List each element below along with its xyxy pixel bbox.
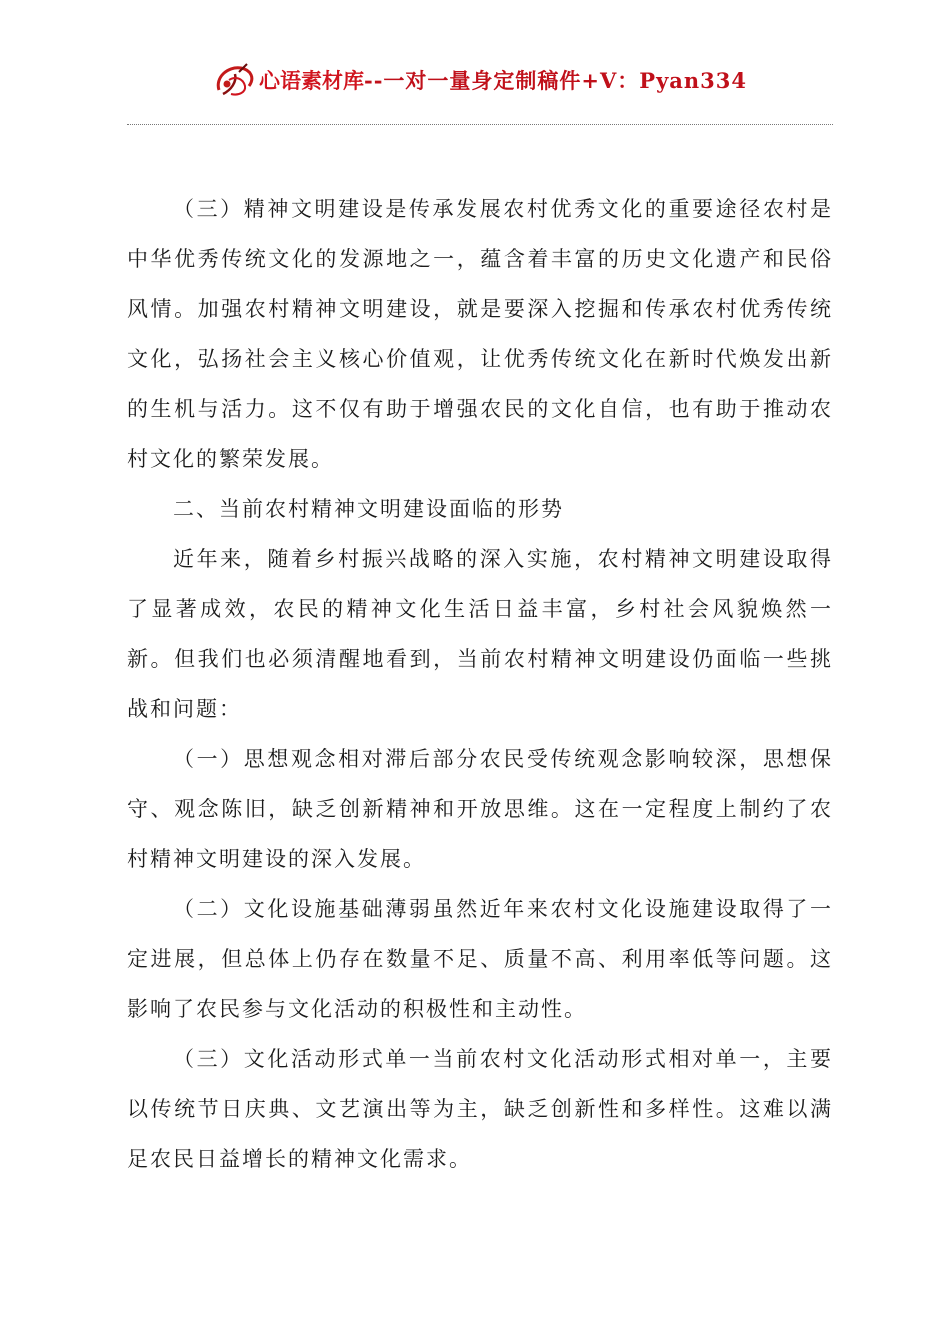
- paragraph-point-one: （一）思想观念相对滞后部分农民受传统观念影响较深，思想保守、观念陈旧，缺乏创新精神和开放思维。这在一定程度上制约了农村精神文明建设的深入发展。: [127, 747, 833, 871]
- brand-logo-icon: [213, 60, 257, 100]
- header-brand-text: 心语素材库: [258, 69, 364, 93]
- header-divider: [127, 124, 833, 125]
- document-body: [127, 184, 833, 1184]
- paragraph-section-three: （三）精神文明建设是传承发展农村优秀文化的重要途径农村是中华优秀传统文化的发源地之一，蕴含着丰富的历史文化遗产和民俗风情。加强农村精神文明建设，就是要深入挖掘和传承农村优秀传统文化，弘扬社会主义核心价值观，让优秀传统文化在新时代焕发出新的生机与活力。这不仅有助于增强农民的文化自信，也有助于推动农村文化的繁荣发展。: [127, 197, 833, 471]
- header-tagline-text: --一对一量身定制稿件+V：Pyan334: [363, 68, 748, 93]
- page-header: [127, 58, 833, 102]
- paragraph-point-two: （二）文化设施基础薄弱虽然近年来农村文化设施建设取得了一定进展，但总体上仍存在数量不足、质量不高、利用率低等问题。这影响了农民参与文化活动的积极性和主动性。: [127, 897, 833, 1021]
- paragraph-intro: 近年来，随着乡村振兴战略的深入实施，农村精神文明建设取得了显著成效，农民的精神文化生活日益丰富，乡村社会风貌焕然一新。但我们也必须清醒地看到，当前农村精神文明建设仍面临一些挑战和问题：: [127, 547, 833, 721]
- section-heading-two: 二、当前农村精神文明建设面临的形势: [173, 497, 564, 521]
- paragraph-point-three: （三）文化活动形式单一当前农村文化活动形式相对单一，主要以传统节日庆典、文艺演出等为主，缺乏创新性和多样性。这难以满足农民日益增长的精神文化需求。: [127, 1047, 833, 1171]
